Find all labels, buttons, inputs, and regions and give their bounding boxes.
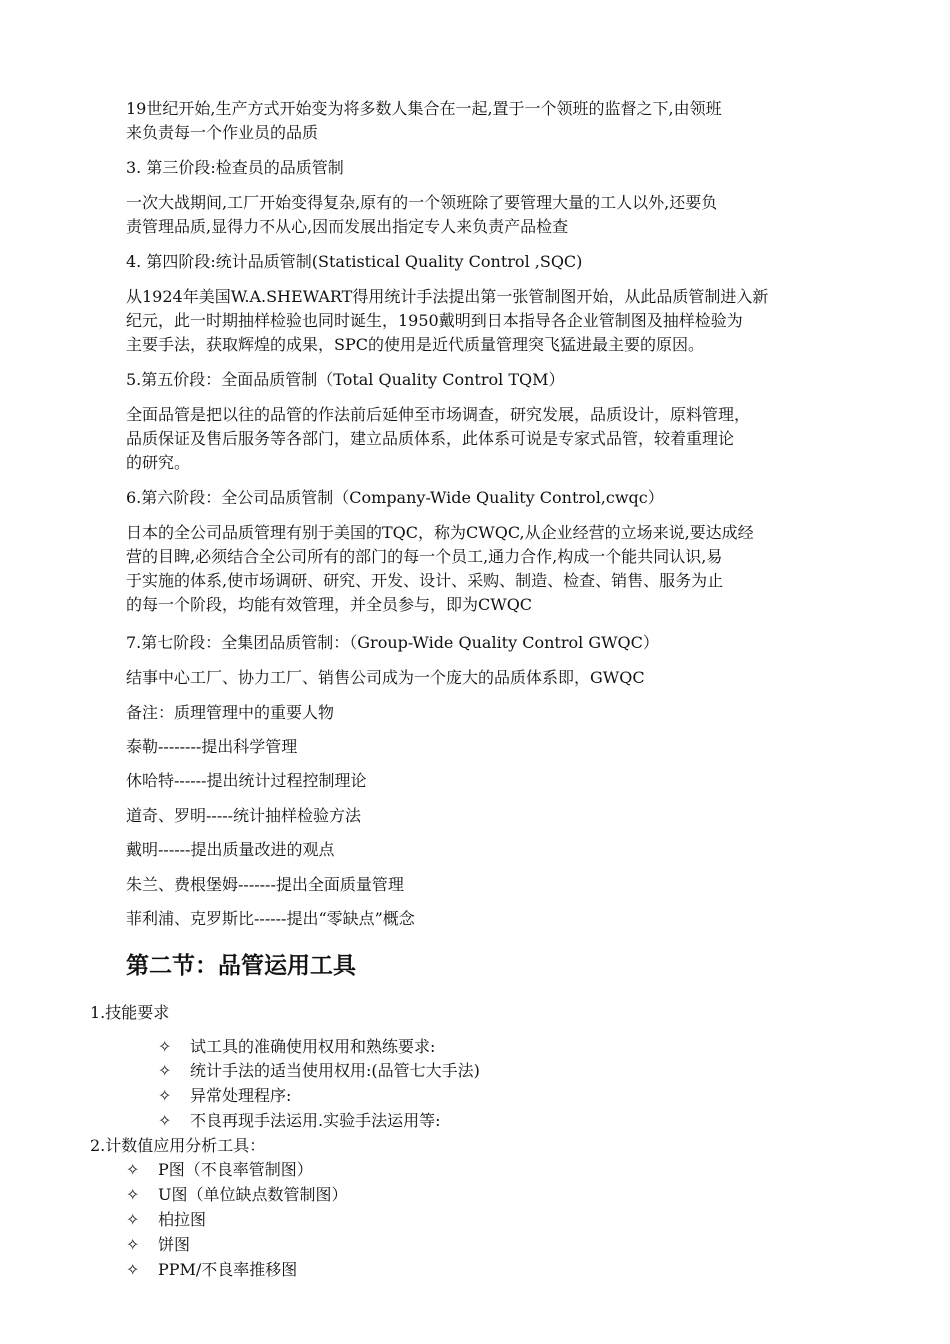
list-item: ✧ 不良再现手法运用.实验手法运用等: — [158, 1109, 440, 1133]
stage-5-heading: 5.第五价段：全面品质管制（Total Quality Control TQM） — [126, 370, 565, 389]
paragraph-9-line-1: 日本的全公司品质管理有别于美国的TQC，称为CWQC,从企业经营的立场来说,要达成经 — [126, 523, 754, 542]
diamond-bullet-icon: ✧ — [158, 1111, 172, 1130]
list-item: ✧ 柏拉图 — [126, 1208, 206, 1232]
paragraph-9-line-3: 于实施的体系,使市场调研、研究、开发、设计、采购、制造、检查、销售、服务为止 — [126, 571, 724, 590]
paragraph-5-line-2: 纪元，此一时期抽样检验也同时诞生，1950戴明到日本指导各企业管制图及抽样检验为 — [126, 311, 743, 330]
list-item: ✧ 异常处理程序: — [158, 1084, 291, 1108]
paragraph-3-line-2: 责管理品质,显得力不从心,因而发展出指定专人来负责产品检查 — [126, 217, 569, 236]
paragraph-7-line-2: 品质保证及售后服务等各部门，建立品质体系，此体系可说是专家式品管，较着重理论 — [126, 429, 735, 448]
paragraph-5-line-1: 从1924年美国W.A.SHEWART得用统计手法提出第一张管制图开始，从此品质管制进入新 — [126, 287, 769, 306]
diamond-bullet-icon: ✧ — [126, 1210, 140, 1229]
person-juran-feigenbaum: 朱兰、费根堡姆-------提出全面质量管理 — [126, 875, 404, 894]
paragraph-7-line-3: 的研究。 — [126, 453, 191, 472]
paragraph-3-line-1: 一次大战期间,工厂开始变得复杂,原有的一个领班除了要管理大量的工人以外,还要负 — [126, 193, 718, 212]
section-heading: 第二节：品管运用工具 — [126, 953, 356, 979]
diamond-bullet-icon: ✧ — [158, 1061, 172, 1080]
stage-3-heading: 3. 第三价段:检查员的品质管制 — [126, 158, 344, 177]
person-taylor: 泰勒--------提出科学管理 — [126, 737, 298, 756]
diamond-bullet-icon: ✧ — [126, 1235, 140, 1254]
list-item: ✧ U图（单位缺点数管制图） — [126, 1183, 348, 1207]
paragraph-5-line-3: 主要手法，获取辉煌的成果，SPC的使用是近代质量管理突飞猛进最主要的原因。 — [126, 335, 704, 354]
paragraph-9-line-2: 营的目睥,必须结合全公司所有的部门的每一个员工,通力合作,构成一个能共同认识,易 — [126, 547, 723, 566]
diamond-bullet-icon: ✧ — [158, 1037, 172, 1056]
person-deming: 戴明------提出质量改进的观点 — [126, 840, 335, 859]
paragraph-1-line-2: 来负责每一个作业员的品质 — [126, 123, 319, 142]
list-item: ✧ 饼图 — [126, 1233, 190, 1257]
note-heading: 备注：质理管理中的重要人物 — [126, 703, 335, 722]
list-item: ✧ PPM/不良率推移图 — [126, 1258, 297, 1282]
diamond-bullet-icon: ✧ — [126, 1260, 140, 1279]
person-crosby: 菲利浦、克罗斯比------提出“零缺点”概念 — [126, 909, 415, 928]
paragraph-7-line-1: 全面品管是把以往的品管的作法前后延伸至市场调查，研究发展，品质设计，原料管理， — [126, 405, 751, 424]
person-shewhart: 休哈特------提出统计过程控制理论 — [126, 771, 367, 790]
paragraph-1-line-1: 19世纪开始,生产方式开始变为将多数人集合在一起,置于一个领班的监督之下,由领班 — [126, 99, 722, 118]
paragraph-9-line-4: 的每一个阶段，均能有效管理，并全员参与，即为CWQC — [126, 595, 533, 614]
stage-4-heading: 4. 第四阶段:统计品质管制(Statistical Quality Control ,SQC) — [126, 252, 583, 271]
list-item: ✧ P图（不良率管制图） — [126, 1158, 313, 1182]
skills-list-title: 1.技能要求 — [90, 1003, 170, 1022]
diamond-bullet-icon: ✧ — [126, 1185, 140, 1204]
paragraph-11: 结事中心工厂、协力工厂、销售公司成为一个庞大的品质体系即，GWQC — [126, 668, 645, 687]
diamond-bullet-icon: ✧ — [126, 1160, 140, 1179]
stage-6-heading: 6.第六阶段：全公司品质管制（Company-Wide Quality Control,cwqc） — [126, 488, 664, 507]
list-item: ✧ 统计手法的适当使用权用:(品管七大手法) — [158, 1059, 480, 1083]
person-dodge-romig: 道奇、罗明-----统计抽样检验方法 — [126, 806, 362, 825]
count-tools-list-title: 2.计数值应用分析工具： — [90, 1136, 266, 1155]
list-item: ✧ 试工具的准确使用权用和熟练要求: — [158, 1035, 435, 1059]
diamond-bullet-icon: ✧ — [158, 1086, 172, 1105]
stage-7-heading: 7.第七阶段：全集团品质管制：（Group-Wide Quality Control GWQC） — [126, 633, 659, 652]
